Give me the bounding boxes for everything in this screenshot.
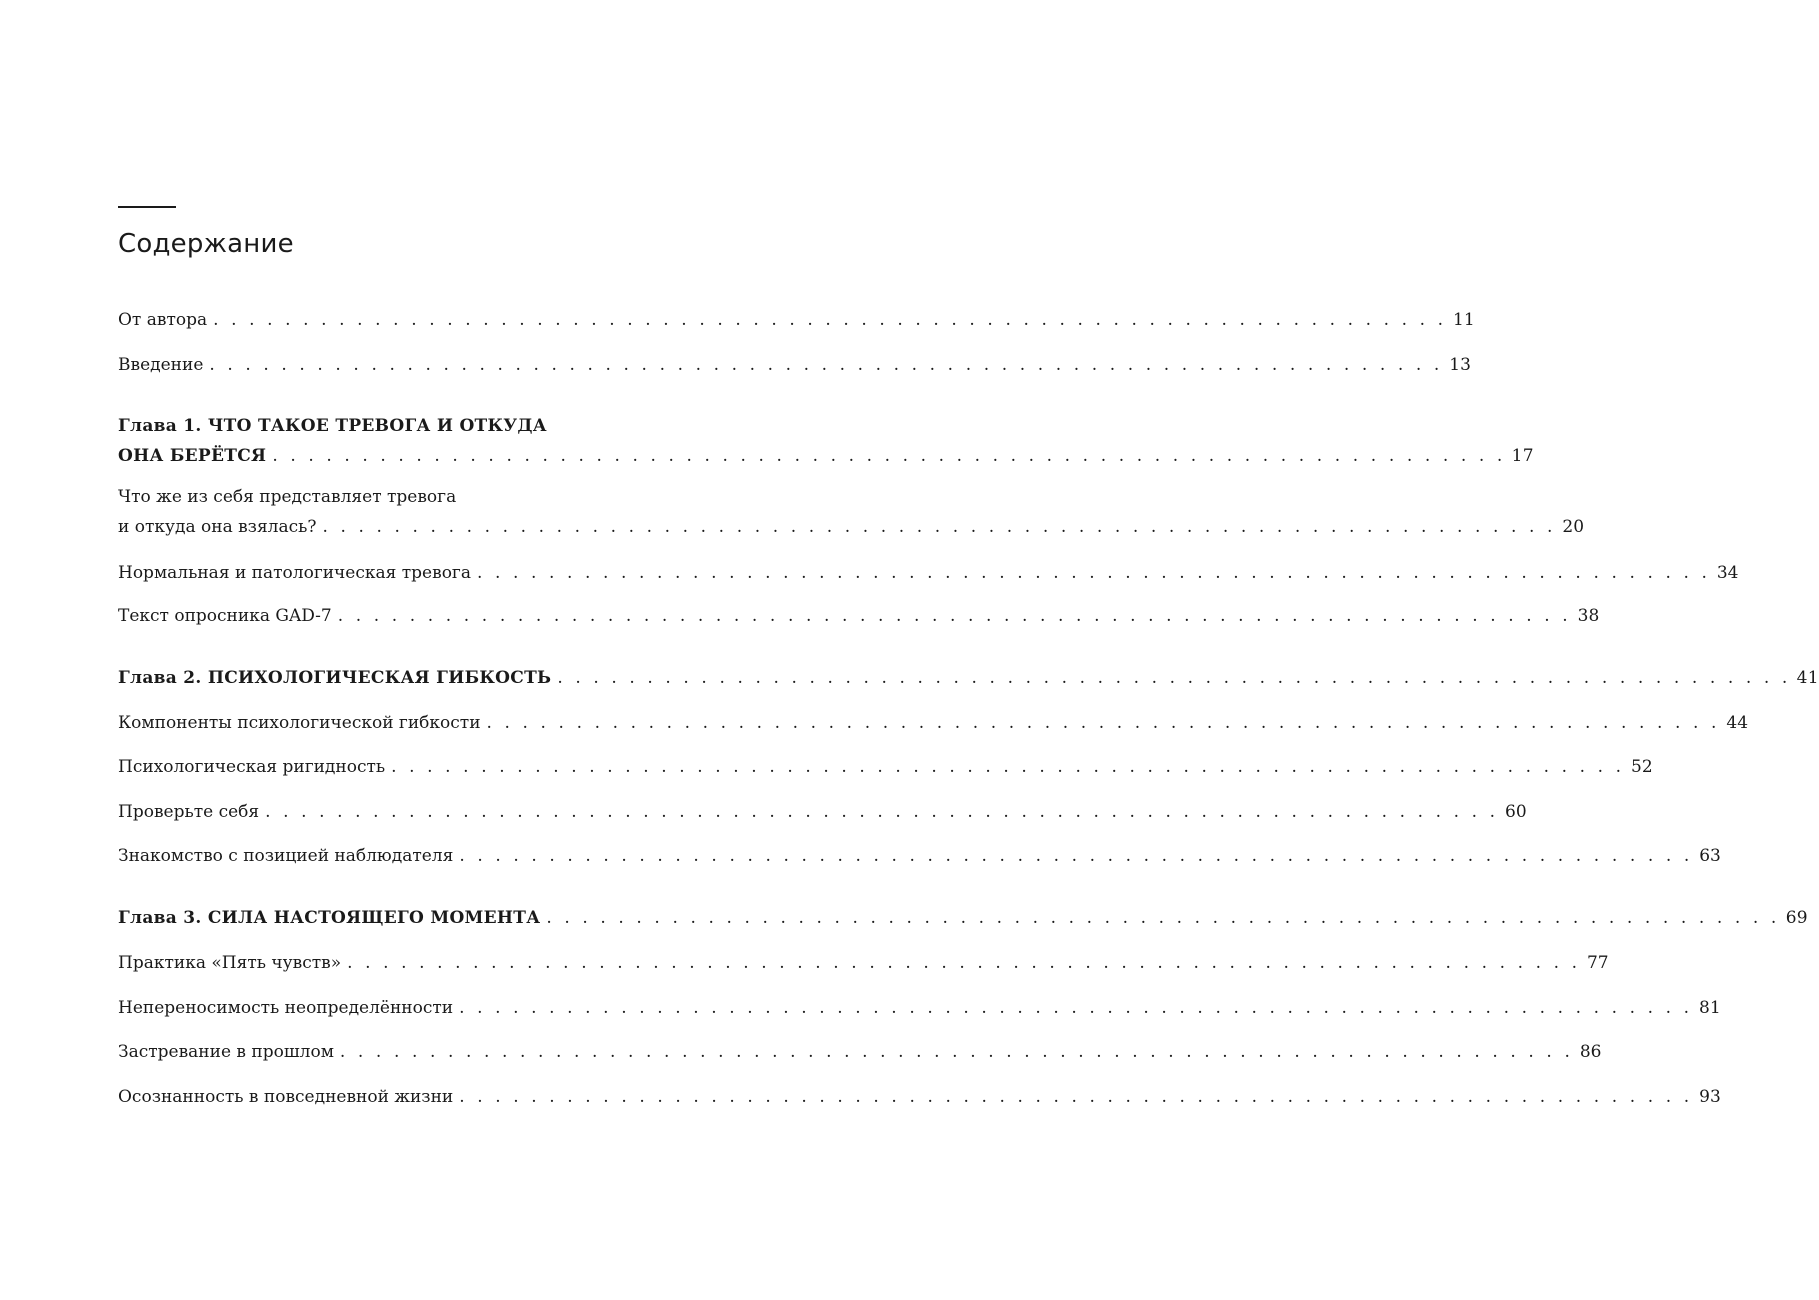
- toc-chapter-3[interactable]: [118, 903, 1808, 933]
- dot-leader: . . . . . . . . . . . . . . . . . . . . . . . . . . . . . . . . . . . . . . . . . . . . . . . . . . . . . . . . . . . . . . . . . . . . .: [476, 563, 1711, 583]
- toc-page-number: 13: [1449, 355, 1471, 375]
- toc-page-number: 63: [1699, 846, 1721, 866]
- dot-leader: . . . . . . . . . . . . . . . . . . . . . . . . . . . . . . . . . . . . . . . . . . . . . . . . . . . . . . . . . . . . . . . . . . . . .: [265, 802, 1499, 822]
- toc-page-number: 93: [1699, 1087, 1721, 1107]
- toc-entry-title: Глава 1. ЧТО ТАКОЕ ТРЕВОГА И ОТКУДА: [118, 416, 547, 436]
- toc-chapter-2[interactable]: [118, 663, 1819, 693]
- toc-entry[interactable]: [118, 993, 1721, 1023]
- page-title: Содержание: [118, 229, 294, 259]
- toc-entry[interactable]: [118, 305, 1475, 335]
- title-rule: [118, 206, 176, 208]
- toc-entry-title: Глава 2. ПСИХОЛОГИЧЕСКАЯ ГИБКОСТЬ: [118, 668, 552, 688]
- toc-entry-title: Знакомство с позицией наблюдателя: [118, 846, 454, 866]
- dot-leader: . . . . . . . . . . . . . . . . . . . . . . . . . . . . . . . . . . . . . . . . . . . . . . . . . . . . . . . . . . . . . . . . . . . . .: [337, 606, 1572, 626]
- toc-entry-title: Застревание в прошлом: [118, 1042, 334, 1062]
- toc-page-number: 41: [1796, 668, 1819, 688]
- toc-page-number: 81: [1699, 998, 1721, 1018]
- toc-entry[interactable]: [118, 1037, 1602, 1067]
- dot-leader: . . . . . . . . . . . . . . . . . . . . . . . . . . . . . . . . . . . . . . . . . . . . . . . . . . . . . . . . . . . . . . . . . . . . .: [459, 1087, 1693, 1107]
- dot-leader: . . . . . . . . . . . . . . . . . . . . . . . . . . . . . . . . . . . . . . . . . . . . . . . . . . . . . . . . . . . . . . . . . . . . .: [347, 953, 1581, 973]
- toc-page-number: 11: [1453, 310, 1475, 330]
- dot-leader: . . . . . . . . . . . . . . . . . . . . . . . . . . . . . . . . . . . . . . . . . . . . . . . . . . . . . . . . . . . . . . . . . . . . .: [213, 310, 1447, 330]
- dot-leader: . . . . . . . . . . . . . . . . . . . . . . . . . . . . . . . . . . . . . . . . . . . . . . . . . . . . . . . . . . . . . . . . . . . . .: [557, 668, 1791, 688]
- toc-entry-title: Нормальная и патологическая тревога: [118, 563, 471, 583]
- dot-leader: . . . . . . . . . . . . . . . . . . . . . . . . . . . . . . . . . . . . . . . . . . . . . . . . . . . . . . . . . . . . . . . . . . . . .: [486, 713, 1721, 733]
- toc-entry[interactable]: [118, 350, 1471, 380]
- toc-entry[interactable]: [118, 752, 1653, 782]
- toc-entry-title: Что же из себя представляет тревога: [118, 487, 457, 507]
- toc-page-number: 34: [1716, 563, 1739, 583]
- toc-entry-title: Текст опросника GAD-7: [118, 606, 332, 626]
- dot-leader: . . . . . . . . . . . . . . . . . . . . . . . . . . . . . . . . . . . . . . . . . . . . . . . . . . . . . . . . . . . . . . . . . . . . .: [459, 846, 1693, 866]
- toc-entry[interactable]: [118, 601, 1600, 631]
- dot-leader: . . . . . . . . . . . . . . . . . . . . . . . . . . . . . . . . . . . . . . . . . . . . . . . . . . . . . . . . . . . . . . . . . . . . .: [339, 1042, 1574, 1062]
- toc-entry[interactable]: [118, 841, 1721, 871]
- dot-leader: . . . . . . . . . . . . . . . . . . . . . . . . . . . . . . . . . . . . . . . . . . . . . . . . . . . . . . . . . . . . . . . . . . . . .: [272, 446, 1506, 466]
- toc-entry[interactable]: [118, 708, 1749, 738]
- toc-entry[interactable]: [118, 1082, 1721, 1112]
- toc-page-number: 44: [1726, 713, 1749, 733]
- toc-page-number: 17: [1511, 446, 1534, 466]
- dot-leader: . . . . . . . . . . . . . . . . . . . . . . . . . . . . . . . . . . . . . . . . . . . . . . . . . . . . . . . . . . . . . . . . . . . . .: [322, 517, 1557, 537]
- toc-entry-title: Практика «Пять чувств»: [118, 953, 342, 973]
- toc-entry-title: Компоненты психологической гибкости: [118, 713, 481, 733]
- dot-leader: . . . . . . . . . . . . . . . . . . . . . . . . . . . . . . . . . . . . . . . . . . . . . . . . . . . . . . . . . . . . . . . . . . . . .: [391, 757, 1625, 777]
- dot-leader: . . . . . . . . . . . . . . . . . . . . . . . . . . . . . . . . . . . . . . . . . . . . . . . . . . . . . . . . . . . . . . . . . . . . .: [546, 908, 1780, 928]
- dot-leader: . . . . . . . . . . . . . . . . . . . . . . . . . . . . . . . . . . . . . . . . . . . . . . . . . . . . . . . . . . . . . . . . . . . . .: [459, 998, 1693, 1018]
- toc-entry-title: Осознанность в повседневной жизни: [118, 1087, 454, 1107]
- toc-page-number: 60: [1505, 802, 1527, 822]
- toc-entry-title: Введение: [118, 355, 204, 375]
- toc-page-number: 77: [1586, 953, 1609, 973]
- toc-entry[interactable]: [118, 797, 1527, 827]
- toc-entry-title: Проверьте себя: [118, 802, 260, 822]
- toc-entry-title-cont: ОНА БЕРЁТСЯ: [118, 446, 267, 466]
- toc-chapter-1[interactable]: [118, 411, 1534, 471]
- toc-page-number: 52: [1631, 757, 1653, 777]
- dot-leader: . . . . . . . . . . . . . . . . . . . . . . . . . . . . . . . . . . . . . . . . . . . . . . . . . . . . . . . . . . . . . . . . . . . . .: [209, 355, 1443, 375]
- toc-entry[interactable]: [118, 482, 1585, 542]
- toc-entry[interactable]: [118, 558, 1739, 588]
- toc-page-number: 69: [1785, 908, 1808, 928]
- toc-entry-title-cont: и откуда она взялась?: [118, 517, 317, 537]
- toc-entry-title: Непереносимость неопределённости: [118, 998, 454, 1018]
- toc-page-number: 86: [1579, 1042, 1602, 1062]
- toc-entry-title: Глава 3. СИЛА НАСТОЯЩЕГО МОМЕНТА: [118, 908, 541, 928]
- toc-page-number: 20: [1562, 517, 1585, 537]
- toc-entry-title: Психологическая ригидность: [118, 757, 386, 777]
- toc-page-number: 38: [1577, 606, 1600, 626]
- toc-entry-title: От автора: [118, 310, 208, 330]
- toc-entry[interactable]: [118, 948, 1609, 978]
